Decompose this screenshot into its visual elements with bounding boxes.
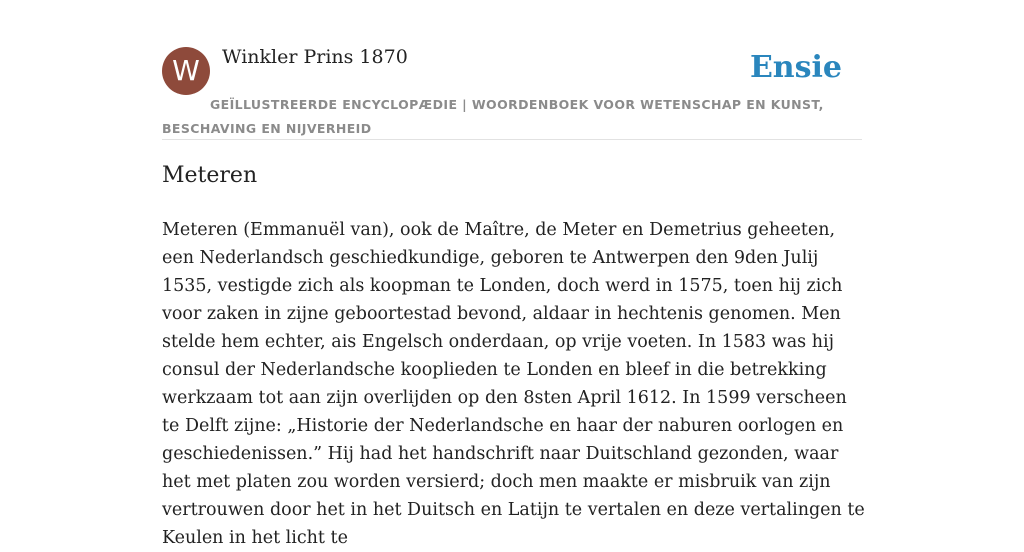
source-subtitle: GEÏLLUSTREERDE ENCYCLOPÆDIE | WOORDENBOEK VOOR WETENSCHAP EN KUNST, BESCHAVING EN NIJVERHEID bbox=[162, 97, 824, 136]
article-title: Meteren bbox=[162, 163, 258, 188]
ensie-logo[interactable]: Ensie bbox=[749, 50, 842, 85]
source-avatar[interactable]: W bbox=[162, 47, 210, 95]
source-header bbox=[162, 44, 862, 140]
article-body: Meteren (Emmanuël van), ook de Maître, de Meter en Demetrius geheeten, een Nederlandsch geschiedkundige, geboren te Antwerpen den 9den Julij 1535, vestigde zich als koopman te Londen, doch werd in 1575, toen hij zich voor zaken in zijne geboortestad bevond, aldaar in hechtenis genomen. Men stelde hem echter, ais Engelsch onderdaan, op vrije voeten. In 1583 was hij consul der Nederlandsche kooplieden te Londen en bleef in die betrekking werkzaam tot aan zijn overlijden op den 8sten April 1612. In 1599 verscheen te Delft zijne: „Historie der Nederlandsche en haar der naburen oorlogen en geschiedenissen.” Hij had het handschrift naar Duitschland gezonden, waar het met platen zou worden versierd; doch men maakte er misbruik van zijn vertrouwen door het in het Duitsch en Latijn te vertalen en deze vertalingen te Keulen in het licht te bbox=[162, 220, 865, 548]
source-title[interactable]: Winkler Prins 1870 bbox=[222, 46, 408, 68]
